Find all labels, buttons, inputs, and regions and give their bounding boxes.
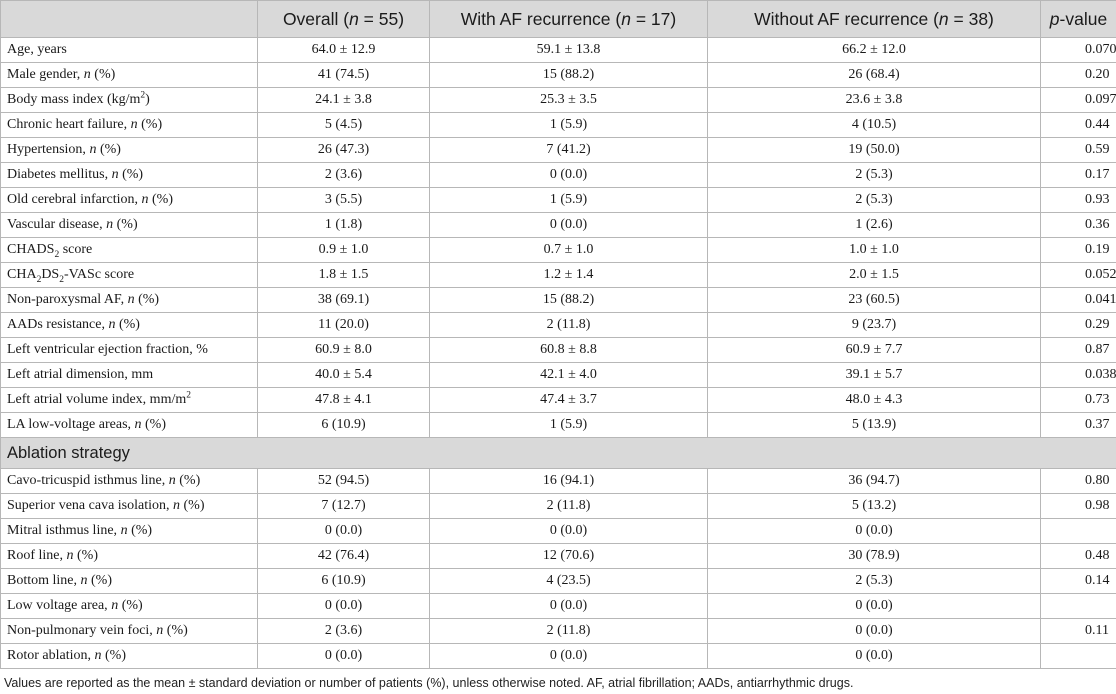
cell-p-value: 0.11 xyxy=(1041,619,1116,644)
row-label: Mitral isthmus line, n (%) xyxy=(1,519,258,544)
header-variable xyxy=(1,1,258,38)
cell-with-af: 1 (5.9) xyxy=(430,113,708,138)
cell-p-value xyxy=(1041,644,1116,669)
cell-overall: 64.0 ± 12.9 xyxy=(258,38,430,63)
row-label: Non-paroxysmal AF, n (%) xyxy=(1,288,258,313)
cell-p-value: 0.87 xyxy=(1041,338,1116,363)
cell-overall: 1.8 ± 1.5 xyxy=(258,263,430,288)
row-label: Vascular disease, n (%) xyxy=(1,213,258,238)
header-without-af-recurrence: Without AF recurrence (n = 38) xyxy=(708,1,1041,38)
cell-p-value: 0.59 xyxy=(1041,138,1116,163)
row-label: $CHA_2DS_2$-VASc score xyxy=(1,263,258,288)
cell-overall: 40.0 ± 5.4 xyxy=(258,363,430,388)
row-label: Rotor ablation, n (%) xyxy=(1,644,258,669)
cell-with-af: 0.7 ± 1.0 xyxy=(430,238,708,263)
table-row xyxy=(1,288,1116,313)
cell-with-af: 1.2 ± 1.4 xyxy=(430,263,708,288)
cell-without-af: 4 (10.5) xyxy=(708,113,1041,138)
cell-with-af: 15 (88.2) xyxy=(430,288,708,313)
cell-overall: 3 (5.5) xyxy=(258,188,430,213)
header-p-value: p-value xyxy=(1041,1,1116,38)
cell-with-af: 1 (5.9) xyxy=(430,188,708,213)
cell-p-value: 0.98 xyxy=(1041,494,1116,519)
cell-overall: 0.9 ± 1.0 xyxy=(258,238,430,263)
cell-overall: 0 (0.0) xyxy=(258,594,430,619)
cell-without-af: 5 (13.2) xyxy=(708,494,1041,519)
row-label: Left ventricular ejection fraction, % xyxy=(1,338,258,363)
table-row xyxy=(1,138,1116,163)
table-row xyxy=(1,469,1116,494)
cell-overall: 7 (12.7) xyxy=(258,494,430,519)
cell-p-value: 0.93 xyxy=(1041,188,1116,213)
cell-overall: 5 (4.5) xyxy=(258,113,430,138)
cell-overall: 6 (10.9) xyxy=(258,413,430,438)
cell-p-value: 0.20 xyxy=(1041,63,1116,88)
row-label: Left atrial volume index, $mm/m^2$ xyxy=(1,388,258,413)
cell-p-value: 0.070 xyxy=(1041,38,1116,63)
cell-with-af: 16 (94.1) xyxy=(430,469,708,494)
cell-overall: 47.8 ± 4.1 xyxy=(258,388,430,413)
cell-with-af: 2 (11.8) xyxy=(430,619,708,644)
table-row xyxy=(1,163,1116,188)
cell-with-af: 0 (0.0) xyxy=(430,644,708,669)
cell-without-af: 23.6 ± 3.8 xyxy=(708,88,1041,113)
header-row xyxy=(1,1,1116,38)
row-label: Male gender, n (%) xyxy=(1,63,258,88)
table-row xyxy=(1,38,1116,63)
row-label: Old cerebral infarction, n (%) xyxy=(1,188,258,213)
cell-p-value xyxy=(1041,519,1116,544)
row-label: LA low-voltage areas, n (%) xyxy=(1,413,258,438)
table-row xyxy=(1,313,1116,338)
row-label: Roof line, n (%) xyxy=(1,544,258,569)
cell-with-af: 0 (0.0) xyxy=(430,594,708,619)
cell-without-af: 66.2 ± 12.0 xyxy=(708,38,1041,63)
cell-p-value: 0.48 xyxy=(1041,544,1116,569)
row-label: Cavo-tricuspid isthmus line, n (%) xyxy=(1,469,258,494)
cell-p-value: 0.097 xyxy=(1041,88,1116,113)
cell-overall: 2 (3.6) xyxy=(258,163,430,188)
cell-without-af: 1 (2.6) xyxy=(708,213,1041,238)
cell-p-value: 0.14 xyxy=(1041,569,1116,594)
cell-with-af: 59.1 ± 13.8 xyxy=(430,38,708,63)
cell-p-value: 0.17 xyxy=(1041,163,1116,188)
table-row xyxy=(1,263,1116,288)
row-label: Non-pulmonary vein foci, n (%) xyxy=(1,619,258,644)
row-label: Chronic heart failure, n (%) xyxy=(1,113,258,138)
table-row xyxy=(1,213,1116,238)
row-label: Low voltage area, n (%) xyxy=(1,594,258,619)
cell-overall: 0 (0.0) xyxy=(258,519,430,544)
cell-with-af: 42.1 ± 4.0 xyxy=(430,363,708,388)
cell-without-af: 5 (13.9) xyxy=(708,413,1041,438)
cell-overall: 11 (20.0) xyxy=(258,313,430,338)
cell-without-af: 2.0 ± 1.5 xyxy=(708,263,1041,288)
section-title: Ablation strategy xyxy=(1,438,1116,469)
row-label: Body mass index $(kg/m^2)$ xyxy=(1,88,258,113)
row-label: Diabetes mellitus, n (%) xyxy=(1,163,258,188)
cell-overall: 0 (0.0) xyxy=(258,644,430,669)
cell-with-af: 4 (23.5) xyxy=(430,569,708,594)
cell-with-af: 15 (88.2) xyxy=(430,63,708,88)
row-label: Age, years xyxy=(1,38,258,63)
cell-overall: 2 (3.6) xyxy=(258,619,430,644)
table-row xyxy=(1,338,1116,363)
cell-without-af: 36 (94.7) xyxy=(708,469,1041,494)
table-row xyxy=(1,363,1116,388)
table-row xyxy=(1,238,1116,263)
cell-without-af: 9 (23.7) xyxy=(708,313,1041,338)
cell-p-value: 0.038 xyxy=(1041,363,1116,388)
cell-without-af: 60.9 ± 7.7 xyxy=(708,338,1041,363)
row-label: Hypertension, n (%) xyxy=(1,138,258,163)
row-label: Left atrial dimension, mm xyxy=(1,363,258,388)
table-row xyxy=(1,569,1116,594)
cell-overall: 38 (69.1) xyxy=(258,288,430,313)
table-row xyxy=(1,544,1116,569)
cell-without-af: 39.1 ± 5.7 xyxy=(708,363,1041,388)
cell-p-value: 0.052 xyxy=(1041,263,1116,288)
cell-overall: 42 (76.4) xyxy=(258,544,430,569)
table-row xyxy=(1,619,1116,644)
cell-overall: 26 (47.3) xyxy=(258,138,430,163)
cell-p-value: 0.29 xyxy=(1041,313,1116,338)
table-footnote: Values are reported as the mean ± standard deviation or number of patients (%), unless otherwise noted. AF, atrial fibrillation; AADs, antiarrhythmic drugs. xyxy=(4,676,854,690)
table-row xyxy=(1,113,1116,138)
table-row xyxy=(1,88,1116,113)
cell-overall: 52 (94.5) xyxy=(258,469,430,494)
table-row xyxy=(1,188,1116,213)
header-overall: Overall (n = 55) xyxy=(258,1,430,38)
table-row xyxy=(1,63,1116,88)
row-label: Bottom line, n (%) xyxy=(1,569,258,594)
cell-p-value: 0.19 xyxy=(1041,238,1116,263)
cell-without-af: 0 (0.0) xyxy=(708,619,1041,644)
row-label: AADs resistance, n (%) xyxy=(1,313,258,338)
table-row xyxy=(1,594,1116,619)
header-with-af-recurrence: With AF recurrence (n = 17) xyxy=(430,1,708,38)
cell-with-af: 60.8 ± 8.8 xyxy=(430,338,708,363)
cell-p-value: 0.80 xyxy=(1041,469,1116,494)
cell-with-af: 0 (0.0) xyxy=(430,519,708,544)
cell-without-af: 48.0 ± 4.3 xyxy=(708,388,1041,413)
row-label: Superior vena cava isolation, n (%) xyxy=(1,494,258,519)
cell-overall: 60.9 ± 8.0 xyxy=(258,338,430,363)
cell-without-af: 30 (78.9) xyxy=(708,544,1041,569)
table-row xyxy=(1,388,1116,413)
table-row xyxy=(1,494,1116,519)
cell-p-value: 0.041 xyxy=(1041,288,1116,313)
cell-with-af: 1 (5.9) xyxy=(430,413,708,438)
row-label: $CHADS_2$ score xyxy=(1,238,258,263)
cell-with-af: 0 (0.0) xyxy=(430,163,708,188)
cell-p-value: 0.36 xyxy=(1041,213,1116,238)
cell-without-af: 0 (0.0) xyxy=(708,644,1041,669)
table-row xyxy=(1,519,1116,544)
cell-without-af: 1.0 ± 1.0 xyxy=(708,238,1041,263)
table-row xyxy=(1,644,1116,669)
cell-without-af: 23 (60.5) xyxy=(708,288,1041,313)
cell-with-af: 12 (70.6) xyxy=(430,544,708,569)
cell-without-af: 2 (5.3) xyxy=(708,569,1041,594)
cell-with-af: 47.4 ± 3.7 xyxy=(430,388,708,413)
cell-without-af: 26 (68.4) xyxy=(708,63,1041,88)
cell-with-af: 25.3 ± 3.5 xyxy=(430,88,708,113)
cell-without-af: 0 (0.0) xyxy=(708,594,1041,619)
cell-p-value: 0.73 xyxy=(1041,388,1116,413)
cell-p-value: 0.44 xyxy=(1041,113,1116,138)
cell-overall: 6 (10.9) xyxy=(258,569,430,594)
cell-with-af: 0 (0.0) xyxy=(430,213,708,238)
cell-without-af: 19 (50.0) xyxy=(708,138,1041,163)
cell-without-af: 2 (5.3) xyxy=(708,163,1041,188)
cell-p-value xyxy=(1041,594,1116,619)
cell-overall: 41 (74.5) xyxy=(258,63,430,88)
cell-with-af: 2 (11.8) xyxy=(430,494,708,519)
cell-overall: 1 (1.8) xyxy=(258,213,430,238)
cell-without-af: 0 (0.0) xyxy=(708,519,1041,544)
cell-with-af: 2 (11.8) xyxy=(430,313,708,338)
cell-p-value: 0.37 xyxy=(1041,413,1116,438)
cell-overall: 24.1 ± 3.8 xyxy=(258,88,430,113)
cell-without-af: 2 (5.3) xyxy=(708,188,1041,213)
cell-with-af: 7 (41.2) xyxy=(430,138,708,163)
section-row-ablation-strategy xyxy=(1,438,1116,469)
table-row xyxy=(1,413,1116,438)
